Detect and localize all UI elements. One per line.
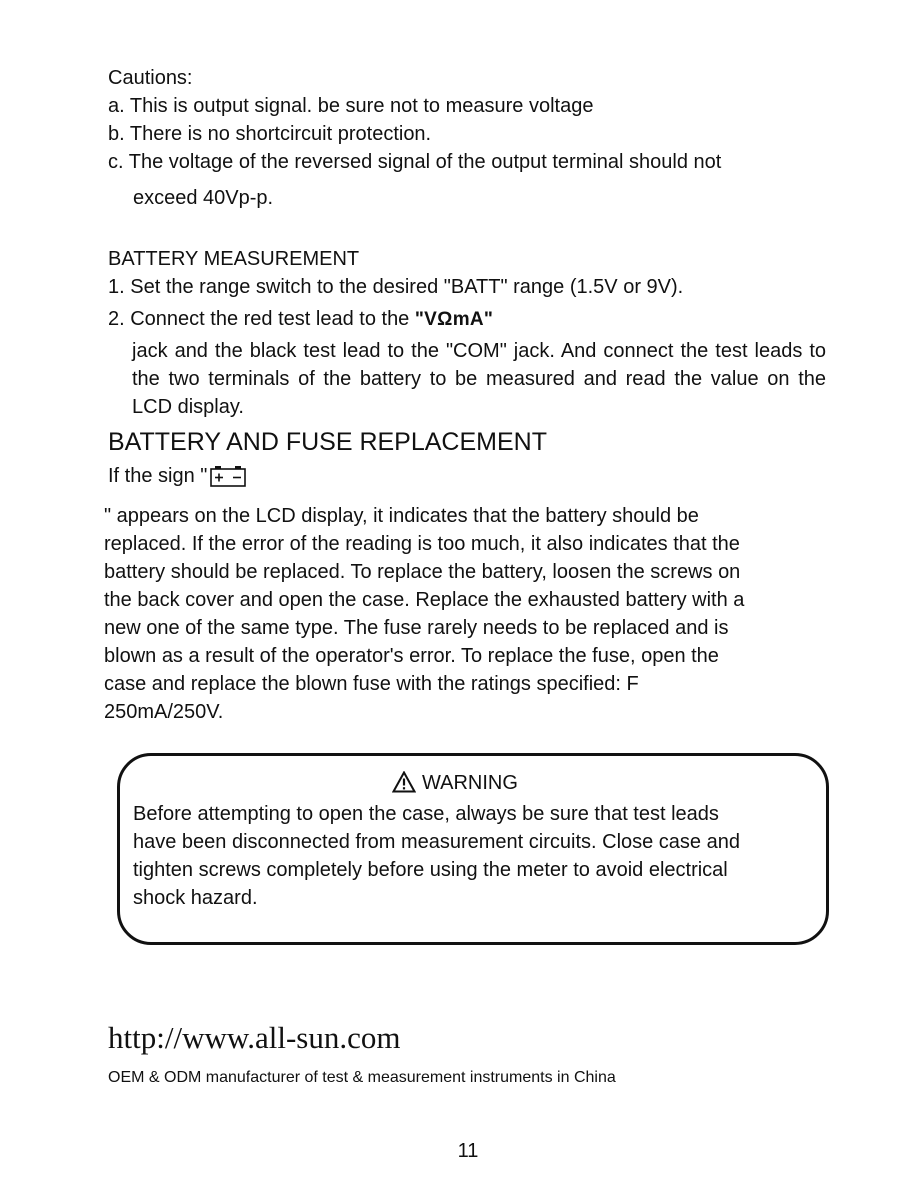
battery-measurement-step-1: 1. Set the range switch to the desired "BATT" range (1.5V or 9V). [108,276,684,298]
caution-item-b: b. There is no shortcircuit protection. [108,123,432,145]
sign-prefix: If the sign " [108,465,208,487]
vomega-jack-label: "VΩmA" [414,309,494,330]
cautions-heading: Cautions: [108,67,193,89]
replacement-line: the back cover and open the case. Replace the exhausted battery with a [104,589,745,611]
warning-line: shock hazard. [133,887,258,909]
replacement-line: blown as a result of the operator's error. To replace the fuse, open the [104,645,719,667]
battery-measurement-step-2-continued: jack and the black test lead to the "COM" jack. And connect the test leads to the two terminals of the battery to be measured and read the value on the LCD display. [132,340,826,418]
caution-item-a: a. This is output signal. be sure not to measure voltage [108,95,594,117]
footer-tagline: OEM & ODM manufacturer of test & measurement instruments in China [108,1069,616,1086]
battery-measurement-heading: BATTERY MEASUREMENT [108,248,360,270]
battery-sign-line [108,464,247,488]
battery-measurement-step-2 [108,307,493,332]
battery-low-icon [209,465,247,487]
replacement-line: case and replace the blown fuse with the ratings specified: F [104,673,639,695]
page-number: 11 [457,1140,479,1162]
replacement-line: " appears on the LCD display, it indicates that the battery should be [104,505,699,527]
warning-line: Before attempting to open the case, always be sure that test leads [133,803,719,825]
replacement-line: battery should be replaced. To replace the battery, loosen the screws on [104,561,741,583]
replacement-paragraph [104,502,834,726]
warning-text [133,800,823,912]
replacement-heading: BATTERY AND FUSE REPLACEMENT [108,428,547,456]
caution-item-c-continued: exceed 40Vp-p. [133,187,274,209]
website-url: http://www.all-sun.com [108,1020,401,1055]
replacement-line: replaced. If the error of the reading is too much, it also indicates that the [104,533,740,555]
replacement-line: new one of the same type. The fuse rarely needs to be replaced and is [104,617,729,639]
replacement-line: 250mA/250V. [104,701,224,723]
warning-line: tighten screws completely before using the meter to avoid electrical [133,859,728,881]
warning-triangle-icon [392,771,416,793]
caution-item-c: c. The voltage of the reversed signal of the output terminal should not [108,151,722,173]
warning-line: have been disconnected from measurement circuits. Close case and [133,831,740,853]
warning-title-text: WARNING [422,772,518,794]
warning-title [392,771,518,795]
step-2-text: 2. Connect the red test lead to the [108,308,415,330]
